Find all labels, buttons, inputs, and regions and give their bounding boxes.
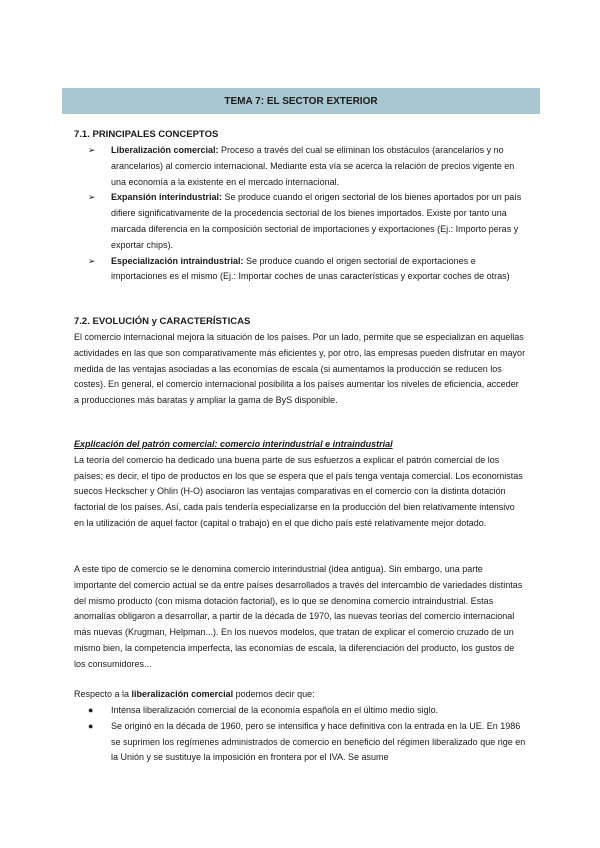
paragraph: A este tipo de comercio se le denomina comercio interindustrial (idea antigua). Sin embargo, una parte importante del comercio actual se da entre países desarrollados a través del intercambio de variedades distintas del mismo producto (con misma dotación factorial), es lo que se denomina comercio intraindustrial. Estas anomalías obligaron a desarrollar, a partir de la década de 1970, las nuevas teorías del comercio internacional más nuevas (Krugman, Helpman...). En los nuevos modelos, que tratan de explicar el comercio cruzado de un mismo bien, la competencia imperfecta, las economías de escala, la diferenciación del producto, los gustos de los consumidores... [74,564,523,669]
bullet-icon: ● [88,720,94,731]
list-item [86,143,526,190]
paragraph: Respecto a la liberalización comercial podemos decir que: [74,689,315,699]
list-item: ● Intensa liberalización comercial de la economía española en el último medio siglo. [86,703,526,719]
list-item [86,254,526,286]
definition: Se produce cuando el origen sectorial de exportaciones e importaciones es el mismo (Ej.: Importar coches de unas características y exportar coches de otras) [111,255,510,282]
term: Liberalización comercial: [111,145,219,155]
paragraph: La teoría del comercio ha dedicado una buena parte de sus esfuerzos a explicar el patrón comercial de los países; es decir, el tipo de productos en los que se espera que el país tenga ventaja comercial. Los economistas suecos Heckscher y Ohlin (H-O) asociaron las ventajas comparativas en el comercio con la distinta dotación factorial de los países. Así, cada país tendería especializarse en la producción del bien relativamente intensivo en la utilización de aquel factor (capital o trabajo) en el que dicho país esté relativamente mejor dotado. [74,454,523,528]
bold-term: liberalización comercial [131,689,234,699]
subheading: Explicación del patrón comercial: comercio interindustrial e intraindustrial [74,439,393,449]
concepts-list [86,143,526,285]
liberalizacion-list [86,703,526,766]
paragraph: El comercio internacional mejora la situación de los países. Por un lado, permite que se especializan en aquellas actividades en las que son comparativamente más eficientes y, por otro, las empresas pueden disfrutar en mayor medida de las ventajas asociadas a las economías de escala (si aumentamos la producción se reducen los costes). En general, el comercio internacional posibilita a los países aumentar los niveles de eficiencia, acceder a producciones más baratas y ampliar la gama de ByS disponible. [74,332,526,406]
term: Expansión interindustrial: [111,192,223,203]
arrow-bullet-icon: ➢ [88,192,96,203]
heading-evolucion: 7.2. EVOLUCIÓN y CARACTERÍSTICAS [74,316,251,327]
bullet-icon: ● [88,705,94,715]
arrow-bullet-icon: ➢ [88,145,96,155]
definition: Proceso a través del cual se eliminan los obstáculos (arancelarios y no arancelarios) al comercio internacional. Mediante esta vía se acerca la relación de precios vigente en una economía a la existente en el mercado internacional. [111,145,515,187]
term: Especialización intraindustrial: [111,255,244,266]
list-item: ● Se originó en la década de 1960, pero se intensifica y hace definitiva con la entrada en la UE. En 1986 se suprimen los regímenes administrados de comercio en beneficio del régimen liberalizado que rige en la Unión y se sustituye la imposición en frontera por el IVA. Se asume [88,720,526,763]
arrow-bullet-icon: ➢ [88,255,96,266]
title-banner: TEMA 7: EL SECTOR EXTERIOR [62,88,540,114]
heading-principales-conceptos: 7.1. PRINCIPALES CONCEPTOS [74,129,219,140]
list-item [86,190,526,253]
definition: Se produce cuando el origen sectorial de los bienes aportados por un país difiere significativamente de la procedencia sectorial de los bienes importados. Existe por tanto una marcada diferencia en la composición sectorial de importaciones y exportaciones (Ej.: Importo peras y exportar chips). [111,192,522,250]
section-block [74,437,526,532]
